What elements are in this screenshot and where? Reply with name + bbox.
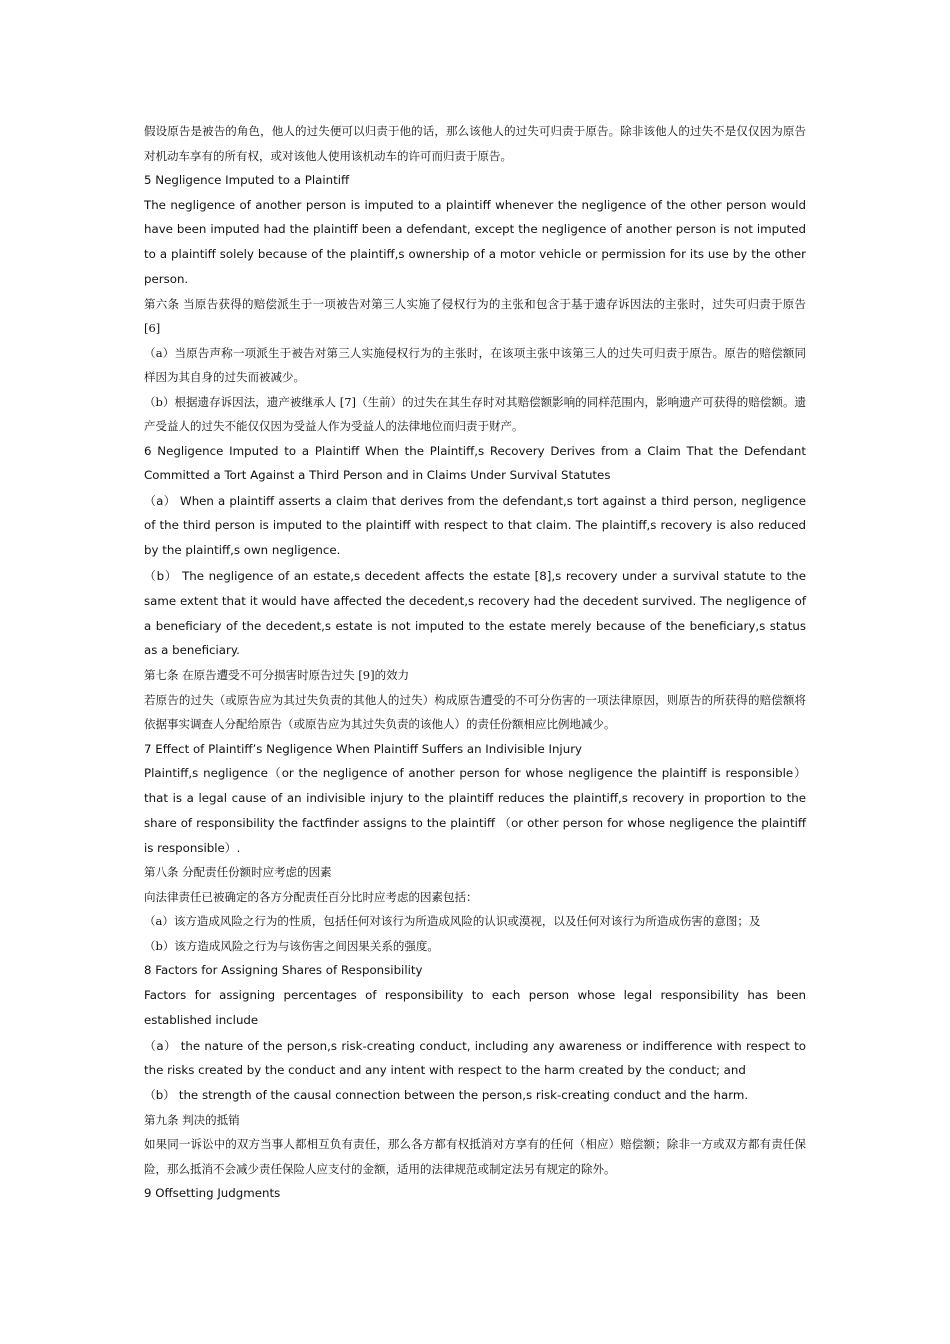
- article-7-heading-zh: 第七条 在原告遭受不可分损害时原告过失 [9]的效力: [144, 668, 410, 683]
- article-9-heading-zh: 第九条 判决的抵销: [144, 1112, 240, 1127]
- section-heading-7: 7 Effect of Plaintiff’s Negligence When Plaintiff Suffers an Indivisible Injury: [144, 741, 583, 756]
- article-8-intro-zh: 向法律责任已被确定的各方分配责任百分比时应考虑的因素包括：: [144, 889, 478, 904]
- article-8-heading-zh: 第八条 分配责任份额时应考虑的因素: [144, 865, 332, 880]
- section-6-clause-a-en: （a） When a plaintiff asserts a claim that derives from the defendant,s tort against a third person, negligence of the third person is imputed to the plaintiff with respect to that claim. The plaintiff,s recovery is also reduced by the plaintiff,s own negligence.: [144, 493, 806, 558]
- paragraph-zh-imputed-negligence: 假设原告是被告的角色，他人的过失便可以归责于他的话，那么该他人的过失可归责于原告。除非该他人的过失不是仅仅因为原告对机动车享有的所有权，或对该他人使用该机动车的许可而归责于原告。: [144, 124, 806, 163]
- section-8-clause-a-en: （a） the nature of the person,s risk-creating conduct, including any awareness or indifference with respect to the risks created by the conduct and any intent with respect to the harm created by the conduct; and: [144, 1038, 806, 1078]
- article-6-heading-zh: 第六条 当原告获得的赔偿派生于一项被告对第三人实施了侵权行为的主张和包含于基于遗存诉因法的主张时，过失可归责于原告 [6]: [144, 296, 806, 336]
- article-6-clause-a-zh: （a）当原告声称一项派生于被告对第三人实施侵权行为的主张时，在该项主张中该第三人的过失可归责于原告。原告的赔偿额同样因为其自身的过失而被减少。: [144, 345, 806, 385]
- article-6-clause-b-zh: （b）根据遗存诉因法，遗产被继承人 [7]（生前）的过失在其生存时对其赔偿额影响的同样范围内，影响遗产可获得的赔偿额。遗产受益人的过失不能仅仅因为受益人作为受益人的法律地位而归责于财产。: [144, 394, 806, 434]
- section-heading-8: 8 Factors for Assigning Shares of Responsibility: [144, 963, 423, 978]
- section-7-body-en: Plaintiff,s negligence（or the negligence of another person for whose negligence the plaintiff is responsible）that is a legal cause of an indivisible injury to the plaintiff reduces the plaintiff,s recovery in proportion to the share of responsibility the factfinder assigns to the plaintiff （or other person for whose negligence the plaintiff is responsible）.: [144, 766, 806, 855]
- section-heading-9: 9 Offsetting Judgments: [144, 1186, 281, 1201]
- section-heading-6: 6 Negligence Imputed to a Plaintiff When the Plaintiff,s Recovery Derives from a Claim That the Defendant Committed a Tort Against a Third Person and in Claims Under Survival Statutes: [144, 443, 806, 483]
- section-heading-5: 5 Negligence Imputed to a Plaintiff: [144, 173, 350, 187]
- article-7-body-zh: 若原告的过失（或原告应为其过失负责的其他人的过失）构成原告遭受的不可分伤害的一项法律原因，则原告的所获得的赔偿额将依据事实调查人分配给原告（或原告应为其过失负责的该他人）的责任份额相应比例地减少。: [144, 692, 806, 732]
- section-6-clause-b-en: （b） The negligence of an estate,s decedent affects the estate [8],s recovery under a survival statute to the same extent that it would have affected the decedent,s recovery had the decedent survived. The negligence of a beneficiary of the decedent,s estate is not imputed to the estate merely because of the beneficiary,s status as a beneficiary.: [144, 569, 806, 658]
- section-8-clause-b-en: （b） the strength of the causal connection between the person,s risk-creating conduct and the harm.: [144, 1088, 749, 1103]
- section-8-intro-en: Factors for assigning percentages of responsibility to each person whose legal responsibility has been established include: [144, 987, 806, 1027]
- article-8-clause-b-zh: （b）该方造成风险之行为与该伤害之间因果关系的强度。: [144, 938, 439, 953]
- article-9-body-zh: 如果同一诉讼中的双方当事人都相互负有责任，那么各方都有权抵消对方享有的任何（相应）赔偿额；除非一方或双方都有责任保险，那么抵消不会减少责任保险人应支付的金额，适用的法律规范或制定法另有规定的除外。: [144, 1137, 806, 1176]
- paragraph-en-section-5: The negligence of another person is imputed to a plaintiff whenever the negligence of the other person would have been imputed had the plaintiff been a defendant, except the negligence of another person is not imputed to a plaintiff solely because of the plaintiff,s ownership of a motor vehicle or permission for its use by the other person.: [144, 197, 806, 286]
- document-page: [144, 119, 806, 1206]
- article-8-clause-a-zh: （a）该方造成风险之行为的性质，包括任何对该行为所造成风险的认识或漠视，以及任何对该行为所造成伤害的意图；及: [144, 914, 761, 929]
